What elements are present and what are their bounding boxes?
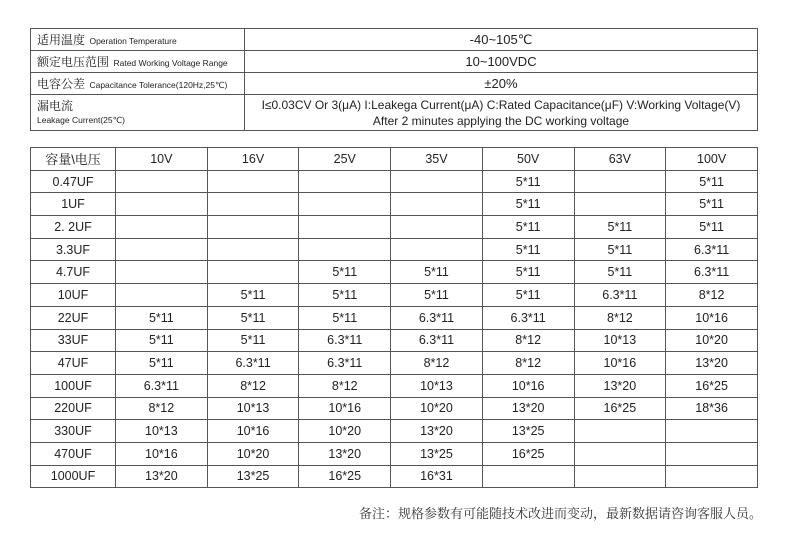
- size-cell: [299, 238, 391, 261]
- size-cell: [116, 216, 208, 239]
- size-cell: 6.3*11: [666, 261, 758, 284]
- size-cell: 5*11: [482, 238, 574, 261]
- size-cell: 5*11: [574, 216, 666, 239]
- table-row: [31, 465, 758, 488]
- size-cell: 6.3*11: [666, 238, 758, 261]
- table-row: [31, 420, 758, 443]
- spec-value: -40~105℃: [245, 29, 758, 51]
- spec-value: 10~100VDC: [245, 51, 758, 73]
- size-cell: [666, 442, 758, 465]
- capacitance-cell: 3.3UF: [31, 238, 116, 261]
- size-cell: 13*20: [482, 397, 574, 420]
- leakage-condition: After 2 minutes applying the DC working voltage: [372, 113, 630, 128]
- spec-label-en: Rated Working Voltage Range: [113, 57, 228, 68]
- size-cell: 5*11: [666, 216, 758, 239]
- spec-label-zh: 额定电压范围: [37, 54, 110, 69]
- capacitance-cell: 4.7UF: [31, 261, 116, 284]
- size-cell: [116, 170, 208, 193]
- table-row: [31, 374, 758, 397]
- size-cell: 5*11: [207, 306, 299, 329]
- spec-label-zh: 漏电流: [37, 99, 74, 113]
- spec-label: [31, 51, 245, 73]
- size-cell: 10*20: [391, 397, 483, 420]
- header-voltage-cell: 50V: [482, 148, 574, 171]
- size-cell: 10*16: [116, 442, 208, 465]
- capacitance-cell: 22UF: [31, 306, 116, 329]
- size-cell: 8*12: [116, 397, 208, 420]
- size-cell: [207, 193, 299, 216]
- leakage-formula: I≤0.03CV Or 3(μA) I:Leakega Current(μA) C:Rated Capacitance(μF) V:Working Voltage(V): [261, 97, 741, 112]
- size-cell: 16*25: [299, 465, 391, 488]
- size-cell: 5*11: [207, 329, 299, 352]
- size-cell: [207, 238, 299, 261]
- size-cell: 5*11: [482, 216, 574, 239]
- size-cell: 6.3*11: [116, 374, 208, 397]
- size-cell: 10*16: [482, 374, 574, 397]
- size-cell: 5*11: [299, 306, 391, 329]
- spec-row: [31, 73, 758, 95]
- size-cell: 10*20: [207, 442, 299, 465]
- spec-value: [245, 95, 758, 131]
- capacitance-cell: 100UF: [31, 374, 116, 397]
- spec-label: [31, 95, 245, 131]
- size-cell: 5*11: [116, 352, 208, 375]
- size-cell: 5*11: [666, 170, 758, 193]
- size-cell: 6.3*11: [299, 352, 391, 375]
- table-row: [31, 216, 758, 239]
- size-cell: 5*11: [391, 284, 483, 307]
- size-cell: 6.3*11: [391, 329, 483, 352]
- header-voltage-cell: 16V: [207, 148, 299, 171]
- size-cell: 10*13: [574, 329, 666, 352]
- header-voltage-cell: 63V: [574, 148, 666, 171]
- size-cell: 6.3*11: [299, 329, 391, 352]
- size-cell: 6.3*11: [207, 352, 299, 375]
- spec-row: [31, 51, 758, 73]
- capacitance-cell: 470UF: [31, 442, 116, 465]
- size-cell: 13*20: [666, 352, 758, 375]
- size-table: [30, 147, 758, 488]
- size-cell: 10*13: [391, 374, 483, 397]
- size-cell: 8*12: [574, 306, 666, 329]
- size-cell: 5*11: [482, 284, 574, 307]
- size-cell: 5*11: [391, 261, 483, 284]
- size-cell: [574, 442, 666, 465]
- size-cell: 6.3*11: [482, 306, 574, 329]
- table-row: [31, 170, 758, 193]
- size-cell: 8*12: [299, 374, 391, 397]
- size-cell: 16*31: [391, 465, 483, 488]
- table-row: [31, 284, 758, 307]
- size-cell: [391, 193, 483, 216]
- spec-value: ±20%: [245, 73, 758, 95]
- spec-row: [31, 29, 758, 51]
- size-cell: [666, 465, 758, 488]
- table-row: [31, 306, 758, 329]
- size-cell: [391, 238, 483, 261]
- header-voltage-cell: 25V: [299, 148, 391, 171]
- size-cell: [391, 170, 483, 193]
- table-row: [31, 193, 758, 216]
- spec-label-en: Operation Temperature: [89, 35, 177, 46]
- table-row: [31, 238, 758, 261]
- size-cell: [574, 465, 666, 488]
- spec-row-leakage: [31, 95, 758, 131]
- size-cell: [207, 261, 299, 284]
- size-cell: 8*12: [482, 352, 574, 375]
- spec-label: [31, 73, 245, 95]
- size-cell: 18*36: [666, 397, 758, 420]
- spec-label-zh: 电容公差: [37, 76, 86, 91]
- size-cell: [666, 420, 758, 443]
- size-cell: 5*11: [666, 193, 758, 216]
- size-cell: [299, 193, 391, 216]
- size-cell: [574, 170, 666, 193]
- capacitance-cell: 330UF: [31, 420, 116, 443]
- size-cell: [207, 170, 299, 193]
- size-cell: 5*11: [116, 306, 208, 329]
- size-cell: 10*16: [207, 420, 299, 443]
- table-row: [31, 442, 758, 465]
- size-cell: 13*20: [299, 442, 391, 465]
- size-cell: 5*11: [299, 261, 391, 284]
- size-cell: 13*25: [207, 465, 299, 488]
- footnote: 备注：规格参数有可能随技术改进而变动，最新数据请咨询客服人员。: [358, 506, 762, 521]
- size-cell: 10*13: [207, 397, 299, 420]
- capacitance-cell: 47UF: [31, 352, 116, 375]
- size-cell: 8*12: [207, 374, 299, 397]
- header-voltage-cell: 10V: [116, 148, 208, 171]
- spec-label-en: Leakage Current(25℃): [37, 115, 125, 125]
- size-cell: 5*11: [482, 261, 574, 284]
- spec-label: [31, 29, 245, 51]
- size-cell: 13*25: [482, 420, 574, 443]
- capacitance-cell: 2. 2UF: [31, 216, 116, 239]
- table-row: [31, 397, 758, 420]
- capacitance-cell: 220UF: [31, 397, 116, 420]
- size-cell: 16*25: [666, 374, 758, 397]
- size-cell: 10*13: [116, 420, 208, 443]
- size-cell: [116, 284, 208, 307]
- size-cell: 5*11: [299, 284, 391, 307]
- capacitance-cell: 33UF: [31, 329, 116, 352]
- size-cell: 13*20: [116, 465, 208, 488]
- size-cell: 8*12: [391, 352, 483, 375]
- size-cell: [574, 420, 666, 443]
- spec-table: [30, 28, 758, 131]
- size-cell: [391, 216, 483, 239]
- size-cell: 5*11: [574, 261, 666, 284]
- size-cell: 5*11: [116, 329, 208, 352]
- table-row: [31, 352, 758, 375]
- table-row: [31, 261, 758, 284]
- capacitance-cell: 1UF: [31, 193, 116, 216]
- size-cell: 5*11: [482, 193, 574, 216]
- size-cell: 8*12: [482, 329, 574, 352]
- size-cell: [299, 216, 391, 239]
- size-cell: [116, 238, 208, 261]
- size-cell: [116, 261, 208, 284]
- table-row: [31, 329, 758, 352]
- header-corner-cell: 容量\电压: [31, 148, 116, 171]
- size-cell: 5*11: [207, 284, 299, 307]
- size-cell: 5*11: [574, 238, 666, 261]
- size-cell: [299, 170, 391, 193]
- header-voltage-cell: 35V: [391, 148, 483, 171]
- capacitance-cell: 0.47UF: [31, 170, 116, 193]
- size-cell: 13*20: [391, 420, 483, 443]
- capacitance-cell: 10UF: [31, 284, 116, 307]
- spec-label-en: Capacitance Tolerance(120Hz,25℃): [89, 79, 228, 90]
- size-cell: [207, 216, 299, 239]
- size-cell: 10*20: [299, 420, 391, 443]
- spec-label-zh: 适用温度: [37, 32, 86, 47]
- size-cell: 16*25: [574, 397, 666, 420]
- size-table-header: [31, 148, 758, 171]
- size-cell: 13*20: [574, 374, 666, 397]
- size-cell: [116, 193, 208, 216]
- size-cell: 10*16: [666, 306, 758, 329]
- size-cell: 6.3*11: [574, 284, 666, 307]
- size-cell: 6.3*11: [391, 306, 483, 329]
- size-cell: 10*20: [666, 329, 758, 352]
- size-cell: 10*16: [574, 352, 666, 375]
- size-cell: 8*12: [666, 284, 758, 307]
- size-cell: 5*11: [482, 170, 574, 193]
- capacitance-cell: 1000UF: [31, 465, 116, 488]
- size-cell: [482, 465, 574, 488]
- size-cell: 10*16: [299, 397, 391, 420]
- size-cell: [574, 193, 666, 216]
- size-cell: 13*25: [391, 442, 483, 465]
- size-cell: 16*25: [482, 442, 574, 465]
- header-voltage-cell: 100V: [666, 148, 758, 171]
